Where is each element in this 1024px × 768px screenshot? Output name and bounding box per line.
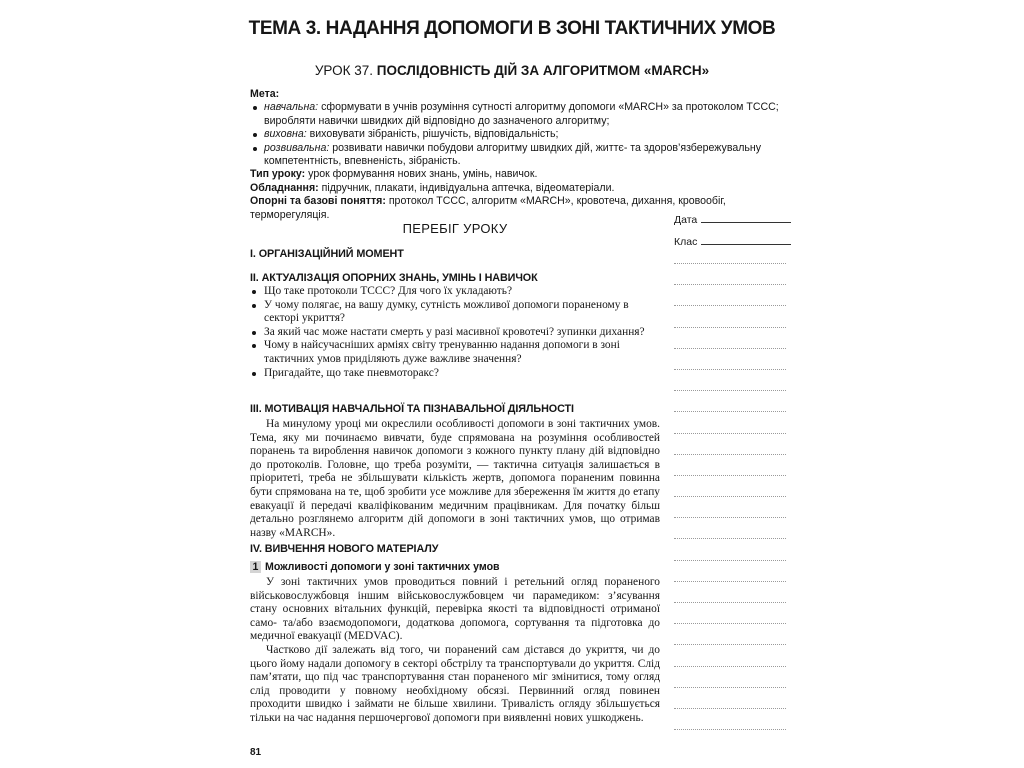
goal-item-developmental bbox=[250, 142, 790, 169]
goal-kind: навчальна: bbox=[264, 101, 319, 114]
equipment bbox=[250, 182, 790, 195]
topic-title: ТЕМА 3. НАДАННЯ ДОПОМОГИ В ЗОНІ ТАКТИЧНИХ УМОВ bbox=[248, 18, 776, 39]
lesson-goals-block bbox=[250, 88, 790, 222]
body-text bbox=[250, 576, 660, 726]
note-line bbox=[674, 390, 786, 391]
section-heading-new-material: IV. ВИВЧЕННЯ НОВОГО МАТЕРІАЛУ bbox=[250, 543, 439, 555]
goal-kind: виховна: bbox=[264, 128, 307, 141]
body-paragraph: У зоні тактичних умов проводиться повний і ретельний огляд пораненого військовослужбовця іншим військовослужбовцем чи парамедиком: з’ясування стану основних вітальних функцій, перевірка якості та відповідності отриманої само- та/або взаємодопомоги, додаткова допомога, сортування та підготовка до медичної евакуації (MEDVAC). bbox=[250, 576, 660, 643]
lesson-name: ПОСЛІДОВНІСТЬ ДІЙ ЗА АЛГОРИТМОМ «MARCH» bbox=[376, 63, 710, 78]
lesson-type-value: урок формування нових знань, умінь, навичок. bbox=[305, 168, 538, 181]
note-line bbox=[674, 348, 786, 349]
note-line bbox=[674, 538, 786, 539]
subsection-heading bbox=[250, 561, 500, 573]
goal-text: розвивати навички побудови алгоритму швидких дій, життє- та здоров’язбережувальну компетентність, впевненість, зібраність. bbox=[264, 141, 762, 168]
note-line bbox=[674, 369, 786, 370]
note-line bbox=[674, 644, 786, 645]
date-label: Дата bbox=[674, 214, 698, 226]
goal-text: виховувати зібраність, рішучість, відповідальність; bbox=[306, 128, 559, 141]
note-line bbox=[674, 263, 786, 264]
question-item: Пригадайте, що таке пневмоторакс? bbox=[250, 367, 660, 381]
key-concepts-label: Опорні та базові поняття: bbox=[250, 195, 386, 208]
note-line bbox=[674, 708, 786, 709]
margin-note-lines bbox=[674, 263, 786, 750]
questions-list bbox=[250, 285, 660, 380]
goal-text: сформувати в учнів розуміння сутності алгоритму допомоги «MARCH» за протоколом TCCC; виробляти навички швидких дій відповідно до зазначеного алгоритму; bbox=[264, 101, 779, 127]
question-item: Що таке протоколи TCCC? Для чого їх укладають? bbox=[250, 285, 660, 299]
note-line bbox=[674, 496, 786, 497]
note-line bbox=[674, 602, 786, 603]
page-number: 81 bbox=[250, 747, 262, 758]
note-line bbox=[674, 687, 786, 688]
date-field bbox=[674, 214, 791, 226]
lesson-type bbox=[250, 168, 790, 181]
goals-label: Мета: bbox=[250, 88, 280, 100]
note-line bbox=[674, 475, 786, 476]
lesson-title bbox=[0, 63, 1024, 78]
equipment-label: Обладнання: bbox=[250, 181, 319, 194]
note-line bbox=[674, 517, 786, 518]
class-underline bbox=[701, 244, 791, 245]
class-label: Клас bbox=[674, 236, 698, 248]
subsection-number: 1 bbox=[250, 561, 261, 573]
question-item: Чому в найсучасніших арміях світу тренуванню надання допомоги в зоні тактичних умов приділяють дуже важливе значення? bbox=[250, 339, 660, 366]
lesson-number: УРОК 37. bbox=[314, 63, 377, 78]
note-line bbox=[674, 581, 786, 582]
note-line bbox=[674, 560, 786, 561]
key-concepts-value: протокол TCCC, алгоритм «MARCH», кровотеча, дихання, кровообіг, терморегуляція. bbox=[250, 195, 726, 221]
motivation-paragraph: На минулому уроці ми окреслили особливості допомоги в зоні тактичних умов. Тема, яку ми починаємо вивчати, буде спрямована на розуміння особливостей поранень та вироблення навичок допомоги з кожного пункту плану дій відповідно до протоколів. Головне, що треба розуміти, — тактична ситуація залишається в пріоритеті, треба не збільшувати кількість жертв, допомога пораненим повинна бути спрямована на те, щоб зробити усе можливе для збереження їм життя до етапу евакуації й передачі кваліфікованим медичним працівникам. Для початку більш детально розглянемо алгоритм дій допомоги в зоні тактичних умов, що отримав назву «MARCH». bbox=[250, 418, 660, 539]
question-item: У чому полягає, на вашу думку, сутність можливої допомоги пораненому в секторі укриття? bbox=[250, 299, 660, 326]
body-paragraph: Частково дії залежать від того, чи поранений сам дістався до укриття, чи до цього йому надали допомогу в секторі обстрілу та транспортували до укриття. Слід пам’ятати, що під час транспортування стан пораненого міг змінитися, тому огляд слід проводити у повному необхідному обсязі. Первинний огляд повинен проходити швидко і займати не більше хвилини. Тривалість огляду збільшується тільки на час надання першочергової допомоги при виявленні нових ушкоджень. bbox=[250, 643, 660, 724]
note-line bbox=[674, 433, 786, 434]
note-line bbox=[674, 623, 786, 624]
subsection-title: Можливості допомоги у зоні тактичних умов bbox=[265, 561, 500, 573]
note-line bbox=[674, 454, 786, 455]
note-line bbox=[674, 305, 786, 306]
class-field bbox=[674, 236, 791, 248]
section-heading-motivation: III. МОТИВАЦІЯ НАВЧАЛЬНОЇ ТА ПІЗНАВАЛЬНОЇ ДІЯЛЬНОСТІ bbox=[250, 403, 574, 415]
lesson-type-label: Тип уроку: bbox=[250, 168, 306, 181]
note-line bbox=[674, 284, 786, 285]
goal-kind: розвивальна: bbox=[264, 141, 330, 154]
question-item: За який час може настати смерть у разі масивної кровотечі? зупинки дихання? bbox=[250, 326, 660, 340]
note-line bbox=[674, 666, 786, 667]
note-line bbox=[674, 729, 786, 730]
note-line bbox=[674, 411, 786, 412]
date-underline bbox=[701, 222, 791, 223]
section-heading-actualization: II. АКТУАЛІЗАЦІЯ ОПОРНИХ ЗНАНЬ, УМІНЬ І НАВИЧОК bbox=[250, 272, 538, 284]
goal-item-educational bbox=[250, 101, 790, 128]
note-line bbox=[674, 327, 786, 328]
goal-item-upbringing bbox=[250, 128, 790, 141]
course-heading: ПЕРЕБІГ УРОКУ bbox=[402, 221, 508, 236]
equipment-value: підручник, плакати, індивідуальна аптечка, відеоматеріали. bbox=[318, 181, 615, 194]
section-heading-organizational: I. ОРГАНІЗАЦІЙНИЙ МОМЕНТ bbox=[250, 248, 404, 260]
